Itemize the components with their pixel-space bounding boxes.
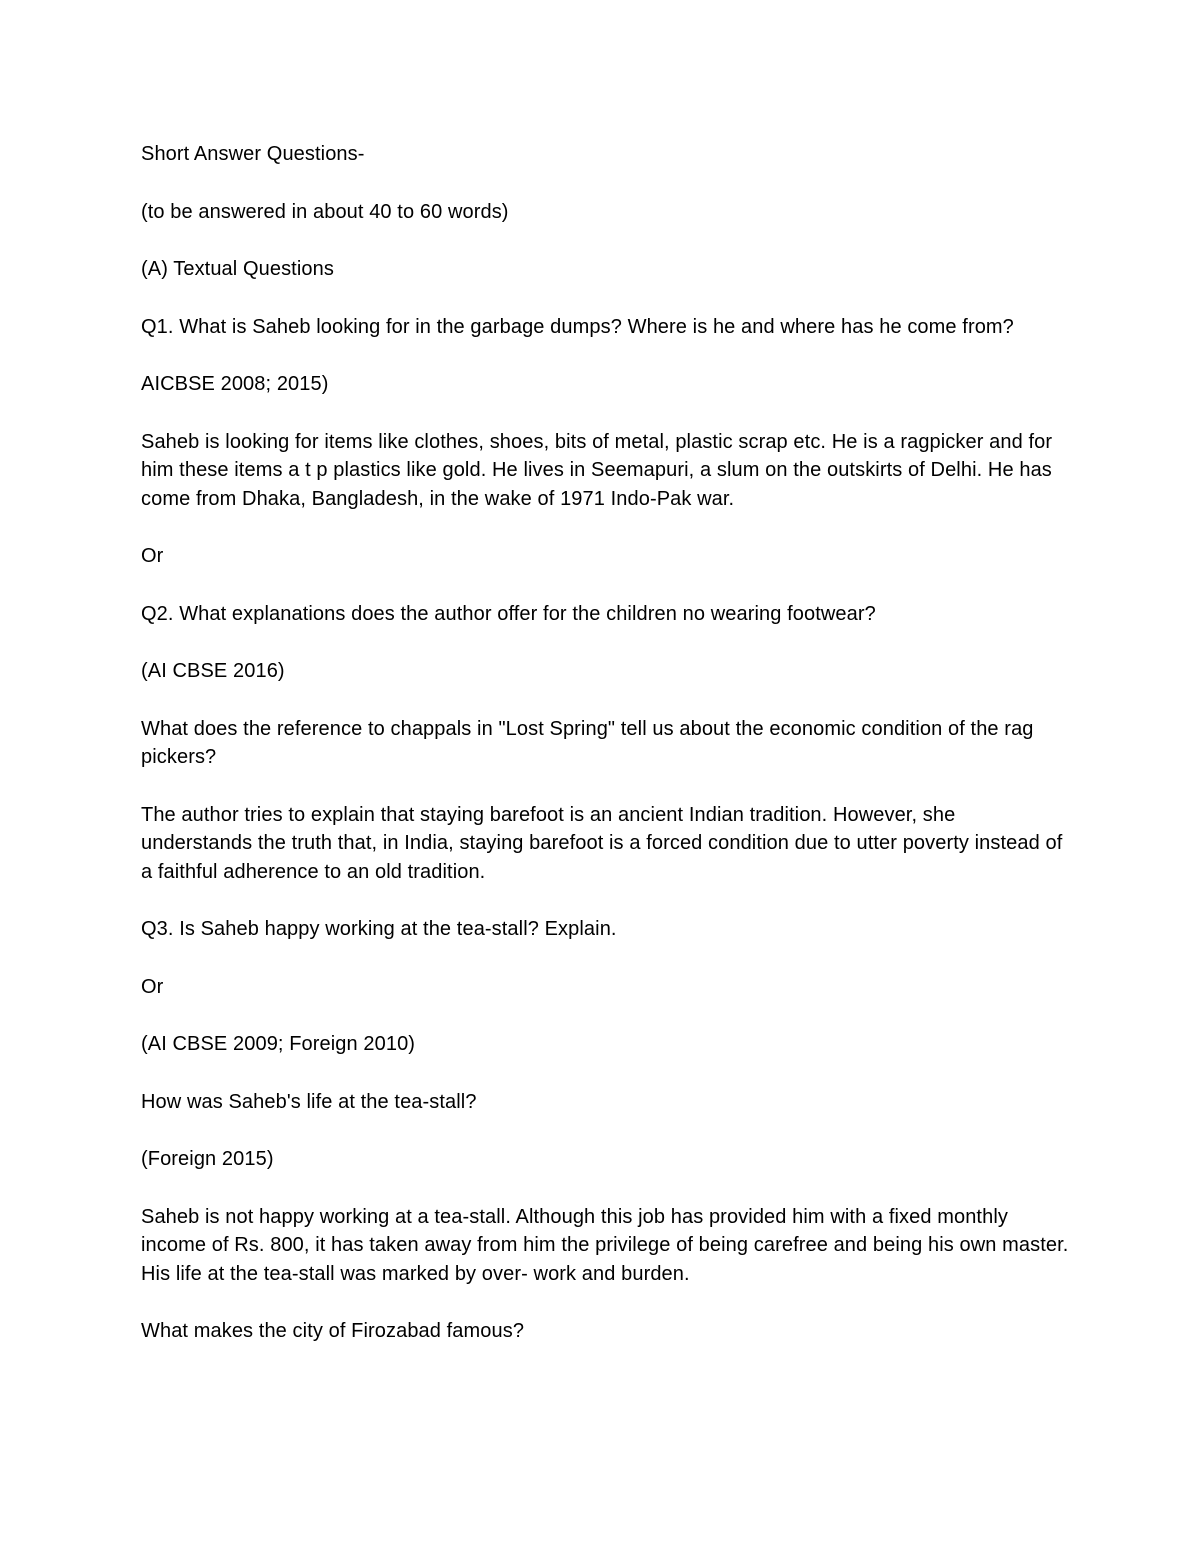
answer-3: Saheb is not happy working at a tea-stall. Although this job has provided him with a fixed monthly income of Rs. 800, it has taken away from him the privilege of being carefree and being his own master. His life at the tea-stall was marked by over- work and burden. (141, 1205, 1069, 1285)
answer-2: The author tries to explain that staying barefoot is an ancient Indian tradition. However, she understands the truth that, in India, staying barefoot is a forced condition due to utter poverty instead of a faithful adherence to an old tradition. (141, 803, 1063, 883)
question-3-alternate: How was Saheb's life at the tea-stall? (141, 1090, 477, 1113)
question-3-alternate-source: (Foreign 2015) (141, 1148, 274, 1170)
question-1-source: AICBSE 2008; 2015) (141, 373, 329, 395)
question-1: Q1. What is Saheb looking for in the garbage dumps? Where is he and where has he come from? (141, 315, 1014, 338)
answer-1: Saheb is looking for items like clothes, shoes, bits of metal, plastic scrap etc. He is a ragpicker and for him these items a t p plastics like gold. He lives in Seemapuri, a slum on the outskirts of Delhi. He has come from Dhaka, Bangladesh, in the wake of 1971 Indo-Pak war. (141, 430, 1053, 510)
question-4: What makes the city of Firozabad famous? (141, 1320, 525, 1342)
question-3: Q3. Is Saheb happy working at the tea-stall? Explain. (141, 918, 617, 940)
question-2-source: (AI CBSE 2016) (141, 660, 285, 682)
or-separator: Or (141, 975, 164, 998)
document-body (141, 140, 1071, 1375)
question-3-source: (AI CBSE 2009; Foreign 2010) (141, 1033, 416, 1055)
section-heading: Short Answer Questions- (141, 143, 365, 165)
word-limit-note: (to be answered in about 40 to 60 words) (141, 200, 509, 223)
question-2: Q2. What explanations does the author offer for the children no wearing footwear? (141, 602, 876, 625)
subsection-heading: (A) Textual Questions (141, 258, 334, 280)
question-2-alternate: What does the reference to chappals in "Lost Spring" tell us about the economic condition of the rag pickers? (141, 717, 1034, 768)
or-separator: Or (141, 545, 164, 567)
